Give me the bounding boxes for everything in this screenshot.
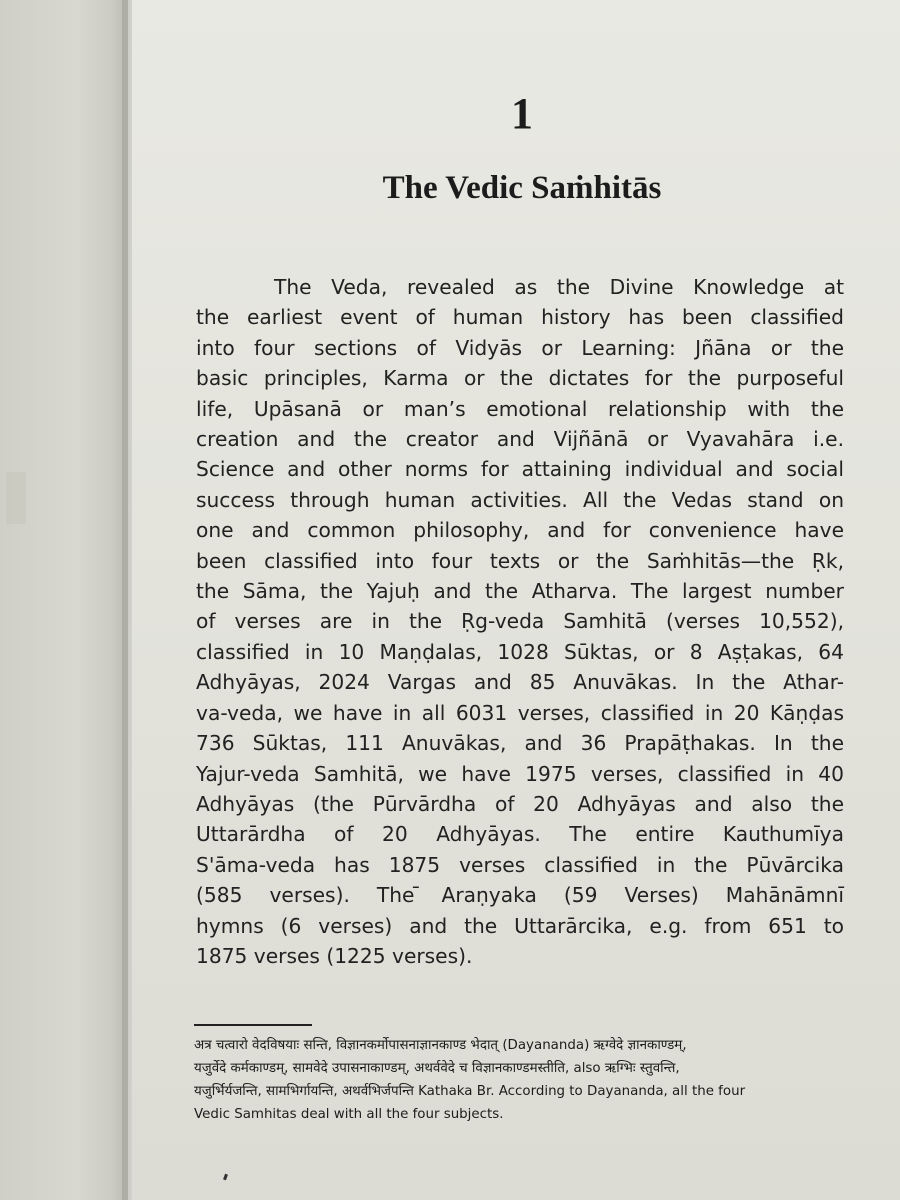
body-line: The Veda, revealed as the Divine Knowledge at: [274, 275, 844, 299]
body-line: into four sections of Vidyās or Learning: Jñāna or the: [196, 335, 844, 360]
facing-page-bleed-glyph: [6, 472, 26, 524]
footnote-rule: [194, 1024, 312, 1026]
book-page: [132, 0, 900, 1200]
body-line: basic principles, Karma or the dictates for the purposeful: [196, 366, 844, 391]
body-line: 1875 verses (1225 verses).: [196, 943, 473, 968]
body-line: Uttarārdha of 20 Adhyāyas. The entire Kauthumīya: [196, 822, 844, 847]
body-line: success through human activities. All the Vedas stand on: [196, 487, 844, 512]
body-line: va-veda, we have in all 6031 verses, classified in 20 Kāṇḍas: [196, 700, 844, 725]
body-line: of verses are in the Ṛg-veda Samhitā (verses 10,552),: [196, 609, 844, 634]
body-line: hymns (6 verses) and the Uttarārcika, e.g. from 651 to: [196, 913, 844, 938]
body-line: 736 Sūktas, 111 Anuvākas, and 36 Prapāṭhakas. In the: [196, 731, 844, 756]
body-paragraph: [196, 272, 844, 971]
body-line: been classified into four texts or the Saṁhitās—the Ṛk,: [196, 548, 844, 573]
chapter-title: The Vedic Saṁhitās: [382, 170, 662, 206]
body-line: Science and other norms for attaining individual and social: [196, 457, 844, 482]
body-line: S'āma-veda has 1875 verses classified in the Pūvārcika: [196, 852, 844, 877]
body-line: the Sāma, the Yajuḥ and the Atharva. The largest number: [196, 579, 844, 604]
body-line: the earliest event of human history has been classified: [196, 305, 844, 330]
footnote: [194, 1034, 854, 1126]
body-line: classified in 10 Maṇḍalas, 1028 Sūktas, or 8 Aṣṭakas, 64: [196, 639, 844, 664]
facing-page: [0, 0, 128, 1200]
body-line: life, Upāsanā or man’s emotional relationship with the: [196, 396, 844, 421]
body-line: creation and the creator and Vijñānā or Vyavahāra i.e.: [196, 427, 844, 452]
body-line: Yajur-veda Samhitā, we have 1975 verses, classified in 40: [196, 761, 844, 786]
footnote-line: यजुर्भिर्यजन्ति, सामभिर्गायन्ति, अथर्वभिर्जपन्ति Kathaka Br. According to Dayananda, all the four: [194, 1084, 746, 1099]
body-line: one and common philosophy, and for convenience have: [196, 518, 844, 543]
chapter-number: 1: [511, 89, 533, 138]
body-line: Adhyāyas, 2024 Vargas and 85 Anuvākas. In the Athar-: [196, 670, 844, 695]
body-line: (585 verses). The ̄Araṇyaka (59 Verses) Mahānāmnī: [196, 883, 844, 908]
page-speck: [223, 1174, 228, 1181]
footnote-line: अत्र चत्वारो वेदविषयाः सन्ति, विज्ञानकर्मोपासनाज्ञानकाण्ड भेदात् (Dayananda) ऋग्वेदे ज्ञानकाण्डम्,: [194, 1038, 687, 1053]
body-line: Adhyāyas (the Pūrvārdha of 20 Adhyāyas and also the: [196, 791, 844, 816]
footnote-line: Vedic Samhitas deal with all the four subjects.: [194, 1107, 504, 1122]
footnote-line: यजुर्वेदे कर्मकाण्डम्, सामवेदे उपासनाकाण्डम्, अथर्ववेदे च विज्ञानकाण्डमस्तीति, also ऋग्भिः स्तुवन्ति,: [194, 1061, 680, 1076]
